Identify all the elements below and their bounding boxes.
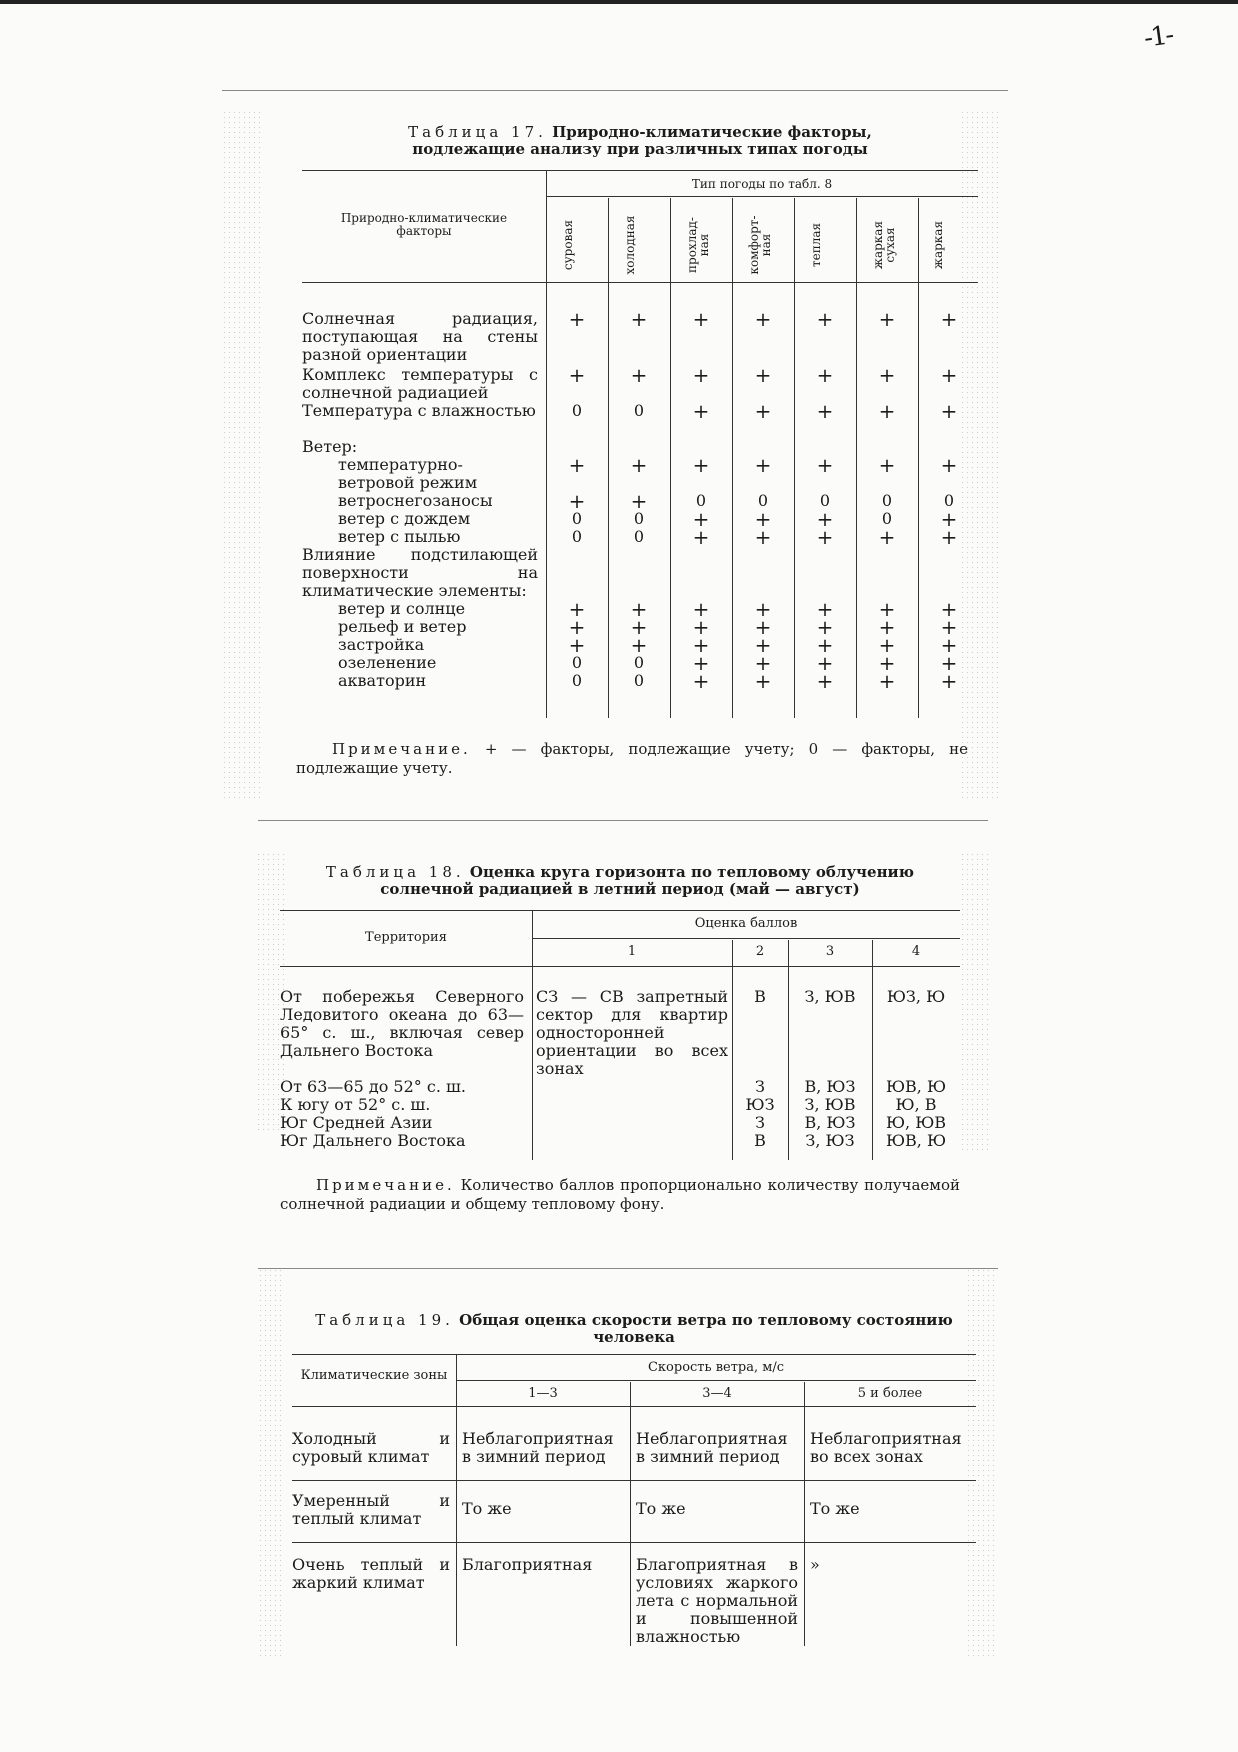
score-cell: ЮВ, Ю	[885, 1077, 947, 1096]
row-label: Влияние подстилающей поверхности на климатические элементы:	[302, 545, 538, 600]
factor-value-cell: +	[568, 453, 586, 477]
factor-value-cell: +	[878, 307, 896, 331]
factor-value-cell: +	[816, 363, 834, 387]
factor-value-cell: +	[630, 363, 648, 387]
factor-value-cell: +	[630, 307, 648, 331]
table-divider	[804, 1382, 805, 1646]
factor-value-cell: +	[878, 633, 896, 657]
factor-value-cell: +	[940, 597, 958, 621]
territory-cell: От 63—65 до 52° с. ш.	[280, 1077, 466, 1096]
factor-value-cell: +	[692, 525, 710, 549]
factor-value-cell: +	[940, 651, 958, 675]
factor-value-cell: +	[692, 633, 710, 657]
factor-value-cell: 0	[819, 491, 831, 510]
factor-value-cell: +	[878, 651, 896, 675]
zone-cell: Очень теплый и жаркий климат	[292, 1555, 450, 1592]
column-header: холодная	[623, 215, 637, 275]
score-cell: СЗ — СВ запретный сектор для квартир односторонней ориентации во всех зонах	[536, 987, 728, 1078]
factor-value-cell: +	[816, 615, 834, 639]
column-header: прохлад- ная	[685, 217, 711, 273]
factor-value-cell: +	[754, 307, 772, 331]
scan-noise	[222, 110, 262, 800]
table-divider	[732, 198, 733, 718]
factor-value-cell: 0	[633, 401, 645, 420]
table17	[302, 170, 978, 718]
zone-cell: Умеренный и теплый климат	[292, 1491, 450, 1528]
page-rule	[258, 1268, 998, 1269]
factor-value-cell: +	[754, 615, 772, 639]
table-rule	[292, 1480, 976, 1481]
row-label: Комплекс температуры с солнечной радиацией	[302, 365, 538, 402]
score-cell: В	[754, 987, 766, 1006]
table-divider	[794, 198, 795, 718]
factor-value-cell: +	[816, 507, 834, 531]
factor-value-cell: +	[692, 453, 710, 477]
speed-column: 5 и более	[857, 1386, 923, 1401]
factor-value-cell: 0	[943, 491, 955, 510]
factor-value-cell: +	[878, 399, 896, 423]
table-rule	[280, 910, 960, 911]
factor-value-cell: 0	[881, 491, 893, 510]
speed-cell: То же	[810, 1499, 860, 1518]
score-column: 3	[825, 944, 835, 959]
score-cell: ЮЗ	[745, 1095, 775, 1114]
factor-value-cell: +	[940, 615, 958, 639]
factor-value-cell: 0	[633, 653, 645, 672]
factor-value-cell: +	[940, 307, 958, 331]
table-divider	[630, 1382, 631, 1646]
table18-caption: Таблица 18. Оценка круга горизонта по тепловому облучению солнечной радиацией в летний период (май — август)	[325, 863, 915, 898]
factor-value-cell: 0	[571, 401, 583, 420]
factor-value-cell: +	[816, 453, 834, 477]
table-rule	[292, 1406, 976, 1407]
factor-value-cell: +	[878, 615, 896, 639]
table18	[280, 910, 960, 1160]
score-cell: В	[754, 1131, 766, 1150]
factor-value-cell: +	[630, 615, 648, 639]
scan-noise	[258, 1268, 284, 1658]
score-cell: З	[755, 1113, 765, 1132]
speed-cell: Благоприятная в условиях жаркого лета с нормальной и повышенной влажностью	[636, 1555, 798, 1646]
factor-value-cell: 0	[571, 671, 583, 690]
factor-value-cell: +	[878, 669, 896, 693]
column-header: суровая	[561, 219, 575, 271]
factor-value-cell: +	[940, 525, 958, 549]
table-rule	[292, 1542, 976, 1543]
factor-value-cell: +	[630, 453, 648, 477]
row-label: ветер и солнце	[338, 599, 466, 618]
factors-header: Природно-климатические факторы	[340, 211, 508, 238]
row-label: ветер с пылью	[338, 527, 461, 546]
factor-value-cell: 0	[881, 509, 893, 528]
table-divider	[856, 198, 857, 718]
row-label: рельеф и ветер	[338, 617, 467, 636]
factor-value-cell: +	[816, 651, 834, 675]
score-cell: В, ЮЗ	[804, 1077, 856, 1096]
factor-value-cell: +	[754, 399, 772, 423]
territory-cell: Юг Дальнего Востока	[280, 1131, 466, 1150]
row-label: Солнечная радиация, поступающая на стены разной ориентации	[302, 309, 538, 364]
score-column: 2	[755, 944, 765, 959]
column-header: теплая	[809, 222, 823, 268]
factor-value-cell: +	[878, 597, 896, 621]
table17-caption: Таблица 17. Природно-климатические факторы, подлежащие анализу при различных типах погоды	[408, 123, 872, 158]
factor-value-cell: +	[940, 453, 958, 477]
factor-value-cell: +	[692, 615, 710, 639]
table-divider	[670, 198, 671, 718]
factor-value-cell: 0	[757, 491, 769, 510]
factor-value-cell: +	[568, 633, 586, 657]
factor-value-cell: +	[816, 633, 834, 657]
factor-value-cell: 0	[633, 527, 645, 546]
factor-value-cell: +	[692, 307, 710, 331]
table-rule	[456, 1380, 976, 1381]
table-rule	[292, 1354, 976, 1355]
territory-cell: К югу от 52° с. ш.	[280, 1095, 431, 1114]
factor-value-cell: +	[816, 307, 834, 331]
factor-value-cell: +	[940, 399, 958, 423]
factor-value-cell: +	[692, 669, 710, 693]
table17-note: Примечание. + — факторы, подлежащие учету; 0 — факторы, не подлежащие учету.	[296, 740, 968, 777]
row-label: застройка	[338, 635, 425, 654]
factor-value-cell: +	[568, 489, 586, 513]
factor-value-cell: +	[692, 597, 710, 621]
score-column: 1	[627, 944, 637, 959]
speed-cell: »	[810, 1555, 820, 1574]
factor-value-cell: +	[630, 633, 648, 657]
factor-value-cell: +	[878, 453, 896, 477]
speed-cell: Благоприятная	[462, 1555, 593, 1574]
scan-top-edge	[0, 0, 1238, 4]
speed-cell: Неблагоприятная в зимний период	[462, 1429, 614, 1466]
table19-caption: Таблица 19. Общая оценка скорости ветра по тепловому состоянию человека	[315, 1311, 953, 1346]
factor-value-cell: +	[816, 399, 834, 423]
score-cell: З, ЮВ	[804, 1095, 856, 1114]
factor-value-cell: +	[630, 597, 648, 621]
speed-header: Скорость ветра, м/с	[647, 1360, 785, 1375]
table-rule	[532, 938, 960, 939]
factor-value-cell: +	[692, 651, 710, 675]
column-header: жаркая	[931, 220, 945, 270]
speed-column: 3—4	[702, 1386, 732, 1401]
row-label: озеленение	[338, 653, 437, 672]
factor-value-cell: +	[692, 363, 710, 387]
factor-value-cell: +	[754, 507, 772, 531]
score-column: 4	[911, 944, 921, 959]
factor-value-cell: +	[630, 489, 648, 513]
factor-value-cell: 0	[633, 671, 645, 690]
territory-header: Территория	[365, 930, 447, 945]
speed-cell: То же	[636, 1499, 686, 1518]
table-divider	[546, 170, 547, 718]
scan-noise	[960, 852, 990, 1152]
zone-header: Климатические зоны	[300, 1368, 448, 1383]
score-cell: З, ЮЗ	[805, 1131, 855, 1150]
factor-value-cell: +	[754, 453, 772, 477]
score-cell: ЮЗ, Ю	[886, 987, 946, 1006]
factor-value-cell: 0	[571, 653, 583, 672]
score-header: Оценка баллов	[694, 916, 798, 931]
speed-cell: То же	[462, 1499, 512, 1518]
factor-value-cell: +	[940, 507, 958, 531]
factor-value-cell: +	[754, 597, 772, 621]
factor-value-cell: +	[692, 399, 710, 423]
row-label: акваторин	[338, 671, 427, 690]
column-header: комфорт- ная	[747, 215, 773, 275]
factor-value-cell: +	[754, 633, 772, 657]
weather-type-header: Тип погоды по табл. 8	[691, 177, 833, 191]
factor-value-cell: +	[692, 507, 710, 531]
factor-value-cell: +	[568, 363, 586, 387]
table-rule	[546, 196, 978, 197]
factor-value-cell: +	[568, 307, 586, 331]
column-header: жаркая сухая	[871, 220, 897, 270]
factor-value-cell: +	[754, 651, 772, 675]
factor-value-cell: +	[568, 597, 586, 621]
factor-value-cell: 0	[571, 509, 583, 528]
table18-note: Примечание. Количество баллов пропорционально количеству получаемой солнечной радиации и общему тепловому фону.	[280, 1176, 960, 1213]
zone-cell: Холодный и суровый климат	[292, 1429, 450, 1466]
table-divider	[918, 198, 919, 718]
table-divider	[608, 198, 609, 718]
row-label: ветер с дождем	[338, 509, 471, 528]
factor-value-cell: +	[754, 363, 772, 387]
row-label: Температура с влажностью	[302, 401, 536, 420]
speed-cell: Неблагоприятная в зимний период	[636, 1429, 788, 1466]
row-label: Ветер:	[302, 437, 358, 456]
factor-value-cell: +	[754, 525, 772, 549]
page-rule	[258, 820, 988, 821]
score-cell: ЮВ, Ю	[885, 1131, 947, 1150]
factor-value-cell: +	[816, 525, 834, 549]
score-cell: З	[755, 1077, 765, 1096]
territory-cell: Юг Средней Азии	[280, 1113, 433, 1132]
speed-cell: Неблагоприятная во всех зонах	[810, 1429, 962, 1466]
factor-value-cell: +	[816, 669, 834, 693]
table-rule	[302, 170, 978, 171]
factor-value-cell: +	[940, 363, 958, 387]
factor-value-cell: 0	[695, 491, 707, 510]
table-rule	[280, 966, 960, 967]
table19	[292, 1354, 976, 1646]
factor-value-cell: 0	[571, 527, 583, 546]
score-cell: Ю, ЮВ	[885, 1113, 947, 1132]
factor-value-cell: +	[816, 597, 834, 621]
factor-value-cell: +	[754, 669, 772, 693]
page-number-mark: -1-	[1141, 20, 1174, 54]
speed-column: 1—3	[528, 1386, 558, 1401]
score-cell: В, ЮЗ	[804, 1113, 856, 1132]
row-label: ветроснегозаносы	[338, 491, 493, 510]
page-rule	[222, 90, 1008, 91]
factor-value-cell: +	[940, 669, 958, 693]
score-cell: З, ЮВ	[804, 987, 856, 1006]
factor-value-cell: +	[940, 633, 958, 657]
factor-value-cell: +	[878, 525, 896, 549]
row-label: температурно-ветровой режим	[338, 455, 478, 492]
factor-value-cell: 0	[633, 509, 645, 528]
factor-value-cell: +	[878, 363, 896, 387]
factor-value-cell: +	[568, 615, 586, 639]
territory-cell: От побережья Северного Ледовитого океана до 63—65° с. ш., включая север Дальнего Востока	[280, 987, 524, 1060]
score-cell: Ю, В	[895, 1095, 937, 1114]
